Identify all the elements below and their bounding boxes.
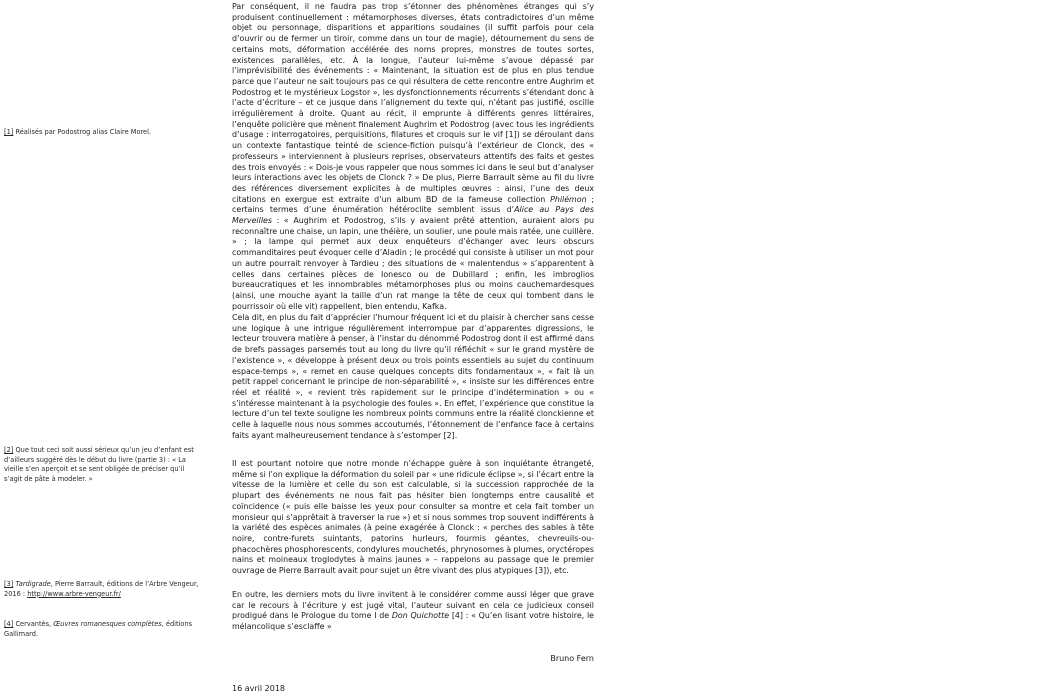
footnotes-column: [4, 0, 204, 699]
text-run: Il est pourtant notoire que notre monde n’échappe guère à son inquiétante étrangeté, même si l’on explique la déformation du soleil par « une ridicule éclipse », si l’écart entre la vitesse de la lumière et celle du son est calculable, si la succession rapprochée de la plupart des événements ne nous fait pas hésiter bien longtemps entre causalité et coïncidence (« puis elle baisse les yeux pour consulter sa montre et cela fait tomber un monsieur qui s’apprêtait à traverser la rue ») et si nous sommes trop souvent indifférents à la variété des espèces animales (à peine exagérée à Clonck : « perches des sables à tête noire, contre-furets suintants, patorins hurleurs, fourmis géantes, chevreuils-ou-phacochères phosphorescents, condylures mouchetés, phrynosomes à plumes, oryctéropes nains et moineaux troglodytes à mains jaunes » – rappelons au passage que le premier ouvrage de Pierre Barrault avait pour sujet un être vivant des plus atypiques: [232, 459, 594, 576]
footnote-4: [4, 620, 204, 639]
footnote-1-text: Réalisés par Podostrog alias Claire Morel.: [15, 128, 152, 136]
text-run: Par conséquent, il ne faudra pas trop s’étonner des phénomènes étranges qui s’y produisent continuellement : métamorphoses diverses, états contradictoires d’un même objet ou personnage, disparitions et apparitions soudaines (il suffit parfois pour cela d’ouvrir ou de fermer un tiroir, comme dans un tour de magie), détournement du sens de certains mots, déformation accélérée des noms propres, monstres de toutes sortes, existences parallèles, etc. À la longue, l’auteur lui-même s’avoue dépassé par l’imprévisibilité des événements : « Maintenant, la situation est de plus en plus tendue parce que l’auteur ne sait toujours pas ce qui résultera de cette rencontre entre Aughrim et Podostrog et le mystérieux Logstor », les dysfonctionnements récurrents s’étendant donc à l’acte d’écriture – et ce jusque dans l’alignement du texte qui, n’étant pas justifié, oscille irrégulièrement à droite. Quant au récit, il emprunte à différents genres littéraires, l’enquête policière que mènent finalement Aughrim et Podostrog (avec tous les ingrédients d’usage : interrogatoires, perquisitions, filatures et croquis sur le vif: [232, 2, 594, 140]
footnote-4-rest: , éditions Gallimard.: [4, 620, 193, 638]
text-run: : « Aughrim et Podostrog, s’ils y avaient prêté attention, auraient alors pu reconnaître une chaise, un lapin, une théière, un soulier, une poule mais ratée, une cuillère. » ; la lampe qui permet aux deux enquêteurs d’échanger avec leurs obscurs commanditaires peut évoquer celle d’Aladin ; le procédé qui consiste à utiliser un mot pour un autre pourrait renvoyer à Tardieu ; des situations de « malentendus » s’apparentent à celles dans certaines pièces de Ionesco ou de Dubillard ; enfin, les imbroglios bureaucratiques et les innombrables métamorphoses plus ou moins cauchemardesques (ainsi, une mouche ayant la taille d’un rat mange la tête de ceux qui tombent dans le pourrissoir où elle vit) rappellent, bien entendu, Kafka.: [232, 216, 594, 311]
article-paragraph-2: [232, 313, 594, 441]
article-paragraph-4: [232, 590, 594, 633]
footnote-ref-link[interactable]: [1]: [505, 130, 517, 140]
article-body: [232, 0, 594, 699]
text-run: Cela dit, en plus du fait d’apprécier l’humour fréquent ici et du plaisir à chercher sans cesse une logique à une intrigue régulièrement interrompue par d’apparentes digressions, le lecteur trouvera matière à penser, à l’instar du dénommé Podostrog dont il est affirmé dans de brefs passages parsemés tout au long du livre qu’il réfléchit « sur le grand mystère de l’existence », « développe à présent deux ou trois points essentiels au sujet du continuum espace-temps », « remet en cause quelques concepts dits fondamentaux », « fait là un petit rappel concernant le principe de non-séparabilité », « insiste sur les différences entre réel et réalité », « revient très rapidement sur le principe d’indétermination » ou « s’intéresse maintenant à la psychologie des foules ». En effet, l’expérience que constitue la lecture d’un tel texte souligne les nombreux points communs entre la réalité clonckienne et celle à laquelle nous nous sommes accoutumés, l’étonnement de l’enfance face à certains faits ayant malheureusement tendance à s’estomper: [232, 313, 594, 440]
text-run: : « Qu’en lisant votre histoire, le mélancolique s’esclaffe »: [232, 611, 594, 632]
text-run: ) se déroulant dans un contexte fantastique teinté de science-fiction puisqu’à l’extérieur de Clonck, des « professeurs » interviennent à plusieurs reprises, observateurs attentifs des faits et gestes des trois envoyés : « Dois-je vous rappeler que nous sommes ici dans le seul but d’analyser leurs interactions avec les objets de Clonck ? » De plus, Pierre Barrault sème au fil du livre des références diversement explicites à de multiples œuvres : ainsi, l’une des deux citations en exergue est extraite d’un album BD de la fameuse collection: [232, 130, 595, 204]
footnote-1: [4, 128, 204, 138]
footnote-4-backlink[interactable]: [4]: [4, 620, 14, 628]
footnote-2-text: Que tout ceci soit aussi sérieux qu’un jeu d’enfant est d’ailleurs suggéré dès le début du livre (partie 3) : « La vieille s’en aperçoit et se sent obligée de préciser qu’il s’agit de pâte à modeler. »: [4, 446, 194, 483]
footnote-ref-link[interactable]: [3]: [535, 566, 547, 576]
footnote-3-link[interactable]: http://www.arbre-vengeur.fr/: [27, 589, 121, 598]
footnote-3-backlink[interactable]: [3]: [4, 580, 14, 588]
article-paragraph-1: [232, 2, 594, 312]
footnote-3-title: Tardigrade: [15, 580, 51, 588]
italic-title: Alice au Pays des Merveilles: [232, 205, 594, 226]
footnote-1-backlink[interactable]: [1]: [4, 128, 14, 136]
article-paragraph-3: [232, 459, 594, 577]
footnote-3-rest: , Pierre Barrault, éditions de l’Arbre Vengeur, 2016 :: [4, 580, 199, 598]
footnote-4-pre: Cervantès,: [15, 620, 54, 628]
text-run: .: [454, 430, 458, 440]
footnote-ref-link[interactable]: [2]: [443, 430, 455, 440]
footnote-4-title: Œuvres romanesques complètes: [53, 620, 162, 628]
footnote-2: [4, 446, 204, 484]
author-signature: Bruno Fern: [550, 654, 594, 663]
text-run: ), etc.: [546, 566, 569, 576]
italic-title: Philémon: [550, 194, 587, 204]
text-run: ; certains termes d’une énumération hétéroclite semblent issus d’: [232, 194, 595, 215]
footnote-3: [4, 580, 204, 599]
footnote-2-backlink[interactable]: [2]: [4, 446, 14, 454]
footnote-ref-link[interactable]: [4]: [451, 611, 464, 621]
italic-title: Don Quichotte: [391, 611, 450, 621]
publication-date: 16 avril 2018: [232, 684, 285, 693]
text-run: En outre, les derniers mots du livre invitent à le considérer comme aussi léger que grave car le recours à l’écriture y est jugé vital, l’auteur suivant en cela ce judicieux conseil prodigué dans le Prologue du tome I de: [232, 590, 594, 621]
